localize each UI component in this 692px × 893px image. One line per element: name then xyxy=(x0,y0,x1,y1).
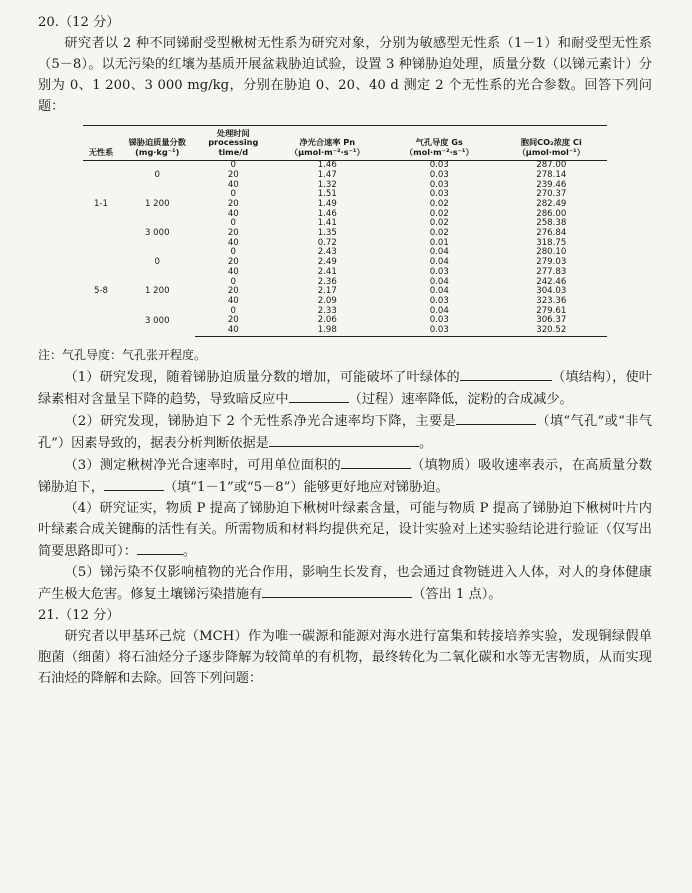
cell-time: 40 xyxy=(195,326,271,336)
cell-ci: 277.83 xyxy=(536,266,567,277)
cell-ci: 318.75 xyxy=(536,237,567,248)
cell-gs: 0.03 xyxy=(429,179,449,190)
col-header-dose: 锑胁迫质量分数(mg·kg⁻¹) xyxy=(119,126,195,161)
cell-time: 0 xyxy=(230,160,237,171)
answer-blank-5[interactable] xyxy=(262,583,412,598)
sub3-text-a: （3）测定楸树净光合速率时，可用单位面积的 xyxy=(64,457,341,473)
cell-time: 20 xyxy=(227,286,239,297)
cell-gs: 0.01 xyxy=(429,237,449,248)
cell-time: 20 xyxy=(227,228,239,239)
cell-time: 20 xyxy=(227,199,239,210)
cell-pn: 2.43 xyxy=(317,247,337,258)
cell-pn: 2.49 xyxy=(317,257,337,268)
cell-pn: 2.36 xyxy=(317,276,337,287)
cell-pn: 1.32 xyxy=(317,179,337,190)
cell-pn: 1.47 xyxy=(317,169,337,180)
col-header-clone: 无性系 xyxy=(83,126,120,161)
cell-ci: 276.84 xyxy=(536,228,567,239)
col-header-pn: 净光合速率 Pn（μmol·m⁻²·s⁻¹） xyxy=(271,126,383,161)
cell-gs: 0.04 xyxy=(429,305,449,316)
table-note: 注：气孔导度：气孔张开程度。 xyxy=(38,347,207,362)
answer-blank-3a[interactable] xyxy=(341,454,411,469)
cell-gs: 0.04 xyxy=(429,247,449,258)
cell-time: 40 xyxy=(227,179,239,190)
question-20-heading: 20.（12 分） xyxy=(38,15,120,30)
cell-gs: 0.04 xyxy=(429,276,449,287)
sub2-text-a: （2）研究发现，锑胁迫下 2 个无性系净光合速率均下降，主要是 xyxy=(64,413,456,429)
table-row xyxy=(83,190,608,200)
cell-time: 40 xyxy=(227,208,239,219)
answer-blank-3b[interactable] xyxy=(104,476,164,491)
cell-time: 0 xyxy=(230,276,237,287)
cell-pn: 0.72 xyxy=(317,237,337,248)
cell-pn: 1.41 xyxy=(317,218,337,229)
cell-gs: 0.03 xyxy=(383,326,495,336)
cell-gs: 0.03 xyxy=(429,189,449,200)
cell-dose: 1 200 xyxy=(144,286,170,297)
cell-ci: 278.14 xyxy=(536,169,567,180)
cell-pn: 1.35 xyxy=(317,228,337,239)
cell-time: 0 xyxy=(230,218,237,229)
photosynthesis-data-table xyxy=(83,125,608,337)
cell-gs: 0.03 xyxy=(429,266,449,277)
cell-gs: 0.02 xyxy=(429,199,449,210)
sub2-text-b: （填“气孔”或“非气孔”）因素导致的，据表分析判断依据是 xyxy=(38,413,652,451)
cell-pn: 2.09 xyxy=(317,295,337,306)
answer-blank-2b[interactable] xyxy=(269,432,419,447)
cell-ci: 279.03 xyxy=(536,257,567,268)
cell-gs: 0.03 xyxy=(429,315,449,326)
cell-ci: 287.00 xyxy=(536,160,567,171)
cell-pn: 1.98 xyxy=(271,326,383,336)
col-header-time: 处理时间 processing time/d xyxy=(195,126,271,161)
cell-clone: 1-1 xyxy=(93,199,109,210)
question-21-heading: 21.（12 分） xyxy=(38,607,120,623)
sub5-text-a: （5）锑污染不仅影响植物的光合作用，影响生长发育，也会通过食物链进入人体，对人的身体健康产生极大危害。修复土壤锑污染措施有 xyxy=(38,564,652,602)
cell-gs: 0.03 xyxy=(429,295,449,306)
cell-pn: 2.41 xyxy=(317,266,337,277)
cell-ci: 280.10 xyxy=(536,247,567,258)
sub2-text-c: 。 xyxy=(418,435,433,451)
answer-blank-4[interactable] xyxy=(137,540,183,555)
cell-pn: 1.46 xyxy=(317,160,337,171)
cell-ci: 323.36 xyxy=(536,295,567,306)
cell-ci: 320.52 xyxy=(495,326,607,336)
sub-question-2 xyxy=(38,410,652,454)
cell-ci: 258.38 xyxy=(536,218,567,229)
cell-time: 0 xyxy=(230,247,237,258)
cell-pn: 2.17 xyxy=(317,286,337,297)
cell-pn: 2.06 xyxy=(317,315,337,326)
cell-pn: 1.49 xyxy=(317,199,337,210)
cell-time: 0 xyxy=(230,305,237,316)
table-row xyxy=(83,248,608,258)
cell-time: 20 xyxy=(227,315,239,326)
question-21-intro: 研究者以甲基环己烷（MCH）作为唯一碳源和能源对海水进行富集和转接培养实验，发现铜绿假单胞菌（细菌）将石油烃分子逐步降解为较简单的有机物，最终转化为二氧化碳和水等无害物质，从而实现石油烃的降解和去除。回答下列问题： xyxy=(38,628,652,686)
sub-question-1 xyxy=(38,366,652,410)
cell-dose: 3 000 xyxy=(144,315,170,326)
answer-blank-1a[interactable] xyxy=(460,366,552,381)
sub1-text-c: （过程）速率降低，淀粉的合成减少。 xyxy=(348,391,573,407)
cell-gs: 0.02 xyxy=(429,218,449,229)
cell-dose: 1 200 xyxy=(144,199,170,210)
cell-dose: 0 xyxy=(154,169,161,180)
cell-pn: 1.51 xyxy=(317,189,337,200)
cell-dose: 0 xyxy=(154,257,161,268)
cell-pn: 1.46 xyxy=(317,208,337,219)
cell-gs: 0.04 xyxy=(429,257,449,268)
answer-blank-2a[interactable] xyxy=(456,410,536,425)
cell-time: 20 xyxy=(227,169,239,180)
sub5-text-b: （答出 1 点）。 xyxy=(412,586,502,602)
cell-pn: 2.33 xyxy=(317,305,337,316)
table-row xyxy=(83,307,608,317)
table-header-row xyxy=(83,126,608,161)
cell-gs: 0.03 xyxy=(429,169,449,180)
cell-time: 40 xyxy=(227,237,239,248)
cell-ci: 306.37 xyxy=(536,315,567,326)
cell-ci: 239.46 xyxy=(536,179,567,190)
data-table-wrapper xyxy=(38,125,652,337)
cell-gs: 0.04 xyxy=(429,286,449,297)
sub-question-5 xyxy=(38,562,652,605)
cell-time: 40 xyxy=(227,266,239,277)
table-row xyxy=(83,161,608,171)
sub3-text-b: （填物质）吸收速率表示，在高质量分数锑胁迫下， xyxy=(38,457,652,495)
cell-ci: 270.37 xyxy=(536,189,567,200)
table-row xyxy=(83,219,608,229)
cell-time: 0 xyxy=(230,189,237,200)
table-body xyxy=(83,161,608,336)
cell-ci: 279.61 xyxy=(536,305,567,316)
col-header-gs: 气孔导度 Gs（mol·m⁻²·s⁻¹） xyxy=(383,126,495,161)
cell-gs: 0.02 xyxy=(429,208,449,219)
cell-time: 20 xyxy=(227,257,239,268)
answer-blank-1b[interactable] xyxy=(289,388,349,403)
question-20-intro: 研究者以 2 种不同锑耐受型楸树无性系为研究对象，分别为敏感型无性系（1－1）和耐受型无性系（5－8）。以无污染的红壤为基质开展盆栽胁迫试验，设置 3 种锑胁迫处理，质量分数（以锑元素计）分别为 0、1 200、3 000 mg/kg，分别在胁迫 0、20、40 d 测定 2 个无性系的光合参数。回答下列问题： xyxy=(38,36,652,114)
cell-ci: 286.00 xyxy=(536,208,567,219)
cell-dose: 3 000 xyxy=(144,228,170,239)
sub3-text-c: （填“1－1”或“5－8”）能够更好地应对锑胁迫。 xyxy=(163,479,449,495)
sub4-text: （4）研究证实，物质 P 提高了锑胁迫下楸树叶绿素含量，可能与物质 P 提高了锑胁迫下楸树叶片内叶绿素合成关键酶的活性有关。所需物质和材料均提供充足，设计实验对上述实验结论进行验证（仅写出简要思路即可）： xyxy=(38,500,652,559)
table-row xyxy=(83,277,608,287)
cell-ci: 282.49 xyxy=(536,199,567,210)
sub1-text-a: （1）研究发现，随着锑胁迫质量分数的增加，可能破坏了叶绿体的 xyxy=(64,369,460,385)
cell-gs: 0.03 xyxy=(429,160,449,171)
col-header-ci: 胞间CO₂浓度 Ci（μmol·mol⁻¹） xyxy=(495,126,607,161)
sub4-text-end: 。 xyxy=(182,543,197,559)
sub-question-4 xyxy=(38,498,652,562)
cell-clone: 5-8 xyxy=(93,286,109,297)
sub1-text-b: （填结构），使叶绿素相对含量呈下降的趋势，导致暗反应中 xyxy=(38,369,652,407)
cell-ci: 242.46 xyxy=(536,276,567,287)
cell-time: 40 xyxy=(227,295,239,306)
sub-question-3 xyxy=(38,454,652,498)
cell-ci: 304.03 xyxy=(536,286,567,297)
cell-gs: 0.02 xyxy=(429,228,449,239)
